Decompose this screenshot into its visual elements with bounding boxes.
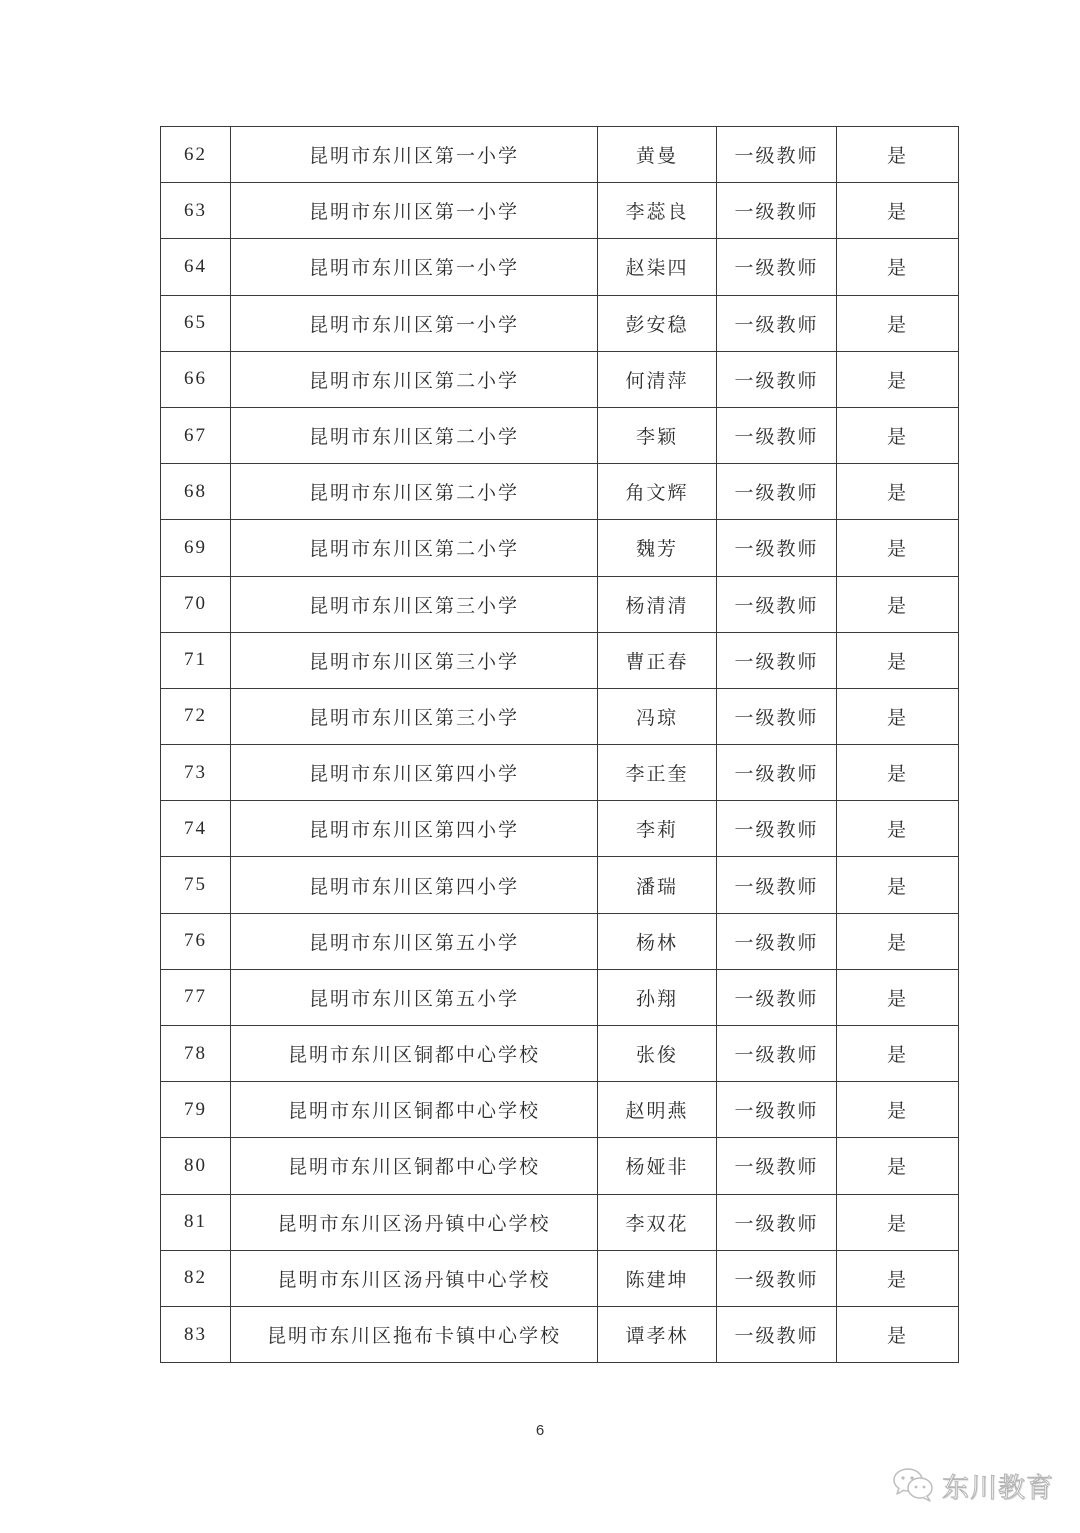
status-cell: 是 xyxy=(837,969,959,1025)
school-cell: 昆明市东川区第四小学 xyxy=(231,745,598,801)
table-row xyxy=(161,632,959,688)
job-title-cell: 一级教师 xyxy=(717,632,837,688)
school-cell: 昆明市东川区第二小学 xyxy=(231,351,598,407)
table-row xyxy=(161,745,959,801)
table-row xyxy=(161,913,959,969)
status-cell: 是 xyxy=(837,801,959,857)
teacher-name-cell: 李蕊良 xyxy=(598,183,717,239)
school-cell: 昆明市东川区第二小学 xyxy=(231,464,598,520)
teacher-name-cell: 魏芳 xyxy=(598,520,717,576)
table-row xyxy=(161,239,959,295)
status-cell: 是 xyxy=(837,520,959,576)
watermark-text: 东川教育 xyxy=(942,1472,1054,1504)
table-row xyxy=(161,688,959,744)
row-number-cell: 63 xyxy=(161,183,231,239)
table-row xyxy=(161,183,959,239)
job-title-cell: 一级教师 xyxy=(717,576,837,632)
job-title-cell: 一级教师 xyxy=(717,913,837,969)
status-cell: 是 xyxy=(837,1194,959,1250)
table-row xyxy=(161,127,959,183)
school-cell: 昆明市东川区第五小学 xyxy=(231,969,598,1025)
status-cell: 是 xyxy=(837,127,959,183)
table-row xyxy=(161,407,959,463)
row-number-cell: 81 xyxy=(161,1194,231,1250)
wechat-icon xyxy=(892,1467,936,1503)
status-cell: 是 xyxy=(837,183,959,239)
table-row xyxy=(161,1306,959,1362)
row-number-cell: 74 xyxy=(161,801,231,857)
teacher-name-cell: 赵明燕 xyxy=(598,1082,717,1138)
status-cell: 是 xyxy=(837,1026,959,1082)
status-cell: 是 xyxy=(837,351,959,407)
table-row xyxy=(161,295,959,351)
table-row xyxy=(161,520,959,576)
school-cell: 昆明市东川区汤丹镇中心学校 xyxy=(231,1194,598,1250)
teacher-name-cell: 孙翔 xyxy=(598,969,717,1025)
job-title-cell: 一级教师 xyxy=(717,969,837,1025)
teacher-name-cell: 陈建坤 xyxy=(598,1250,717,1306)
teacher-name-cell: 张俊 xyxy=(598,1026,717,1082)
row-number-cell: 67 xyxy=(161,407,231,463)
roster-body xyxy=(161,127,959,1363)
job-title-cell: 一级教师 xyxy=(717,688,837,744)
job-title-cell: 一级教师 xyxy=(717,183,837,239)
status-cell: 是 xyxy=(837,464,959,520)
row-number-cell: 78 xyxy=(161,1026,231,1082)
job-title-cell: 一级教师 xyxy=(717,1138,837,1194)
status-cell: 是 xyxy=(837,295,959,351)
table-row xyxy=(161,1250,959,1306)
teacher-roster-table xyxy=(160,126,959,1363)
job-title-cell: 一级教师 xyxy=(717,127,837,183)
school-cell: 昆明市东川区第三小学 xyxy=(231,576,598,632)
teacher-name-cell: 李双花 xyxy=(598,1194,717,1250)
status-cell: 是 xyxy=(837,239,959,295)
row-number-cell: 66 xyxy=(161,351,231,407)
school-cell: 昆明市东川区第二小学 xyxy=(231,407,598,463)
row-number-cell: 83 xyxy=(161,1306,231,1362)
status-cell: 是 xyxy=(837,1138,959,1194)
status-cell: 是 xyxy=(837,688,959,744)
row-number-cell: 71 xyxy=(161,632,231,688)
teacher-name-cell: 杨清清 xyxy=(598,576,717,632)
status-cell: 是 xyxy=(837,1082,959,1138)
row-number-cell: 82 xyxy=(161,1250,231,1306)
row-number-cell: 72 xyxy=(161,688,231,744)
teacher-name-cell: 杨林 xyxy=(598,913,717,969)
job-title-cell: 一级教师 xyxy=(717,407,837,463)
school-cell: 昆明市东川区第五小学 xyxy=(231,913,598,969)
job-title-cell: 一级教师 xyxy=(717,351,837,407)
row-number-cell: 77 xyxy=(161,969,231,1025)
school-cell: 昆明市东川区第四小学 xyxy=(231,801,598,857)
school-cell: 昆明市东川区第一小学 xyxy=(231,183,598,239)
status-cell: 是 xyxy=(837,1250,959,1306)
teacher-name-cell: 杨娅非 xyxy=(598,1138,717,1194)
job-title-cell: 一级教师 xyxy=(717,295,837,351)
status-cell: 是 xyxy=(837,913,959,969)
teacher-name-cell: 谭孝林 xyxy=(598,1306,717,1362)
table-row xyxy=(161,351,959,407)
school-cell: 昆明市东川区第三小学 xyxy=(231,632,598,688)
table-row xyxy=(161,1194,959,1250)
status-cell: 是 xyxy=(837,632,959,688)
status-cell: 是 xyxy=(837,407,959,463)
school-cell: 昆明市东川区第一小学 xyxy=(231,239,598,295)
job-title-cell: 一级教师 xyxy=(717,1082,837,1138)
table-row xyxy=(161,857,959,913)
row-number-cell: 64 xyxy=(161,239,231,295)
row-number-cell: 79 xyxy=(161,1082,231,1138)
school-cell: 昆明市东川区铜都中心学校 xyxy=(231,1082,598,1138)
table-row xyxy=(161,969,959,1025)
teacher-name-cell: 角文辉 xyxy=(598,464,717,520)
row-number-cell: 75 xyxy=(161,857,231,913)
teacher-name-cell: 潘瑞 xyxy=(598,857,717,913)
job-title-cell: 一级教师 xyxy=(717,1306,837,1362)
status-cell: 是 xyxy=(837,745,959,801)
teacher-name-cell: 曹正春 xyxy=(598,632,717,688)
row-number-cell: 62 xyxy=(161,127,231,183)
job-title-cell: 一级教师 xyxy=(717,520,837,576)
teacher-name-cell: 李颖 xyxy=(598,407,717,463)
school-cell: 昆明市东川区第四小学 xyxy=(231,857,598,913)
job-title-cell: 一级教师 xyxy=(717,745,837,801)
row-number-cell: 76 xyxy=(161,913,231,969)
status-cell: 是 xyxy=(837,1306,959,1362)
table-row xyxy=(161,1026,959,1082)
school-cell: 昆明市东川区铜都中心学校 xyxy=(231,1026,598,1082)
row-number-cell: 68 xyxy=(161,464,231,520)
table-row xyxy=(161,1082,959,1138)
school-cell: 昆明市东川区第二小学 xyxy=(231,520,598,576)
school-cell: 昆明市东川区第一小学 xyxy=(231,295,598,351)
table-row xyxy=(161,576,959,632)
teacher-name-cell: 李正奎 xyxy=(598,745,717,801)
school-cell: 昆明市东川区铜都中心学校 xyxy=(231,1138,598,1194)
teacher-name-cell: 彭安稳 xyxy=(598,295,717,351)
teacher-name-cell: 黄曼 xyxy=(598,127,717,183)
school-cell: 昆明市东川区拖布卡镇中心学校 xyxy=(231,1306,598,1362)
status-cell: 是 xyxy=(837,857,959,913)
job-title-cell: 一级教师 xyxy=(717,1194,837,1250)
table-row xyxy=(161,464,959,520)
page-number: 6 xyxy=(535,1422,545,1439)
school-cell: 昆明市东川区汤丹镇中心学校 xyxy=(231,1250,598,1306)
row-number-cell: 65 xyxy=(161,295,231,351)
job-title-cell: 一级教师 xyxy=(717,464,837,520)
table-row xyxy=(161,1138,959,1194)
row-number-cell: 70 xyxy=(161,576,231,632)
row-number-cell: 69 xyxy=(161,520,231,576)
school-cell: 昆明市东川区第三小学 xyxy=(231,688,598,744)
row-number-cell: 73 xyxy=(161,745,231,801)
watermark xyxy=(892,1465,1054,1505)
teacher-name-cell: 赵柒四 xyxy=(598,239,717,295)
teacher-name-cell: 李莉 xyxy=(598,801,717,857)
status-cell: 是 xyxy=(837,576,959,632)
teacher-name-cell: 何清萍 xyxy=(598,351,717,407)
table-row xyxy=(161,801,959,857)
job-title-cell: 一级教师 xyxy=(717,1026,837,1082)
row-number-cell: 80 xyxy=(161,1138,231,1194)
job-title-cell: 一级教师 xyxy=(717,1250,837,1306)
job-title-cell: 一级教师 xyxy=(717,801,837,857)
teacher-name-cell: 冯琼 xyxy=(598,688,717,744)
school-cell: 昆明市东川区第一小学 xyxy=(231,127,598,183)
job-title-cell: 一级教师 xyxy=(717,857,837,913)
job-title-cell: 一级教师 xyxy=(717,239,837,295)
